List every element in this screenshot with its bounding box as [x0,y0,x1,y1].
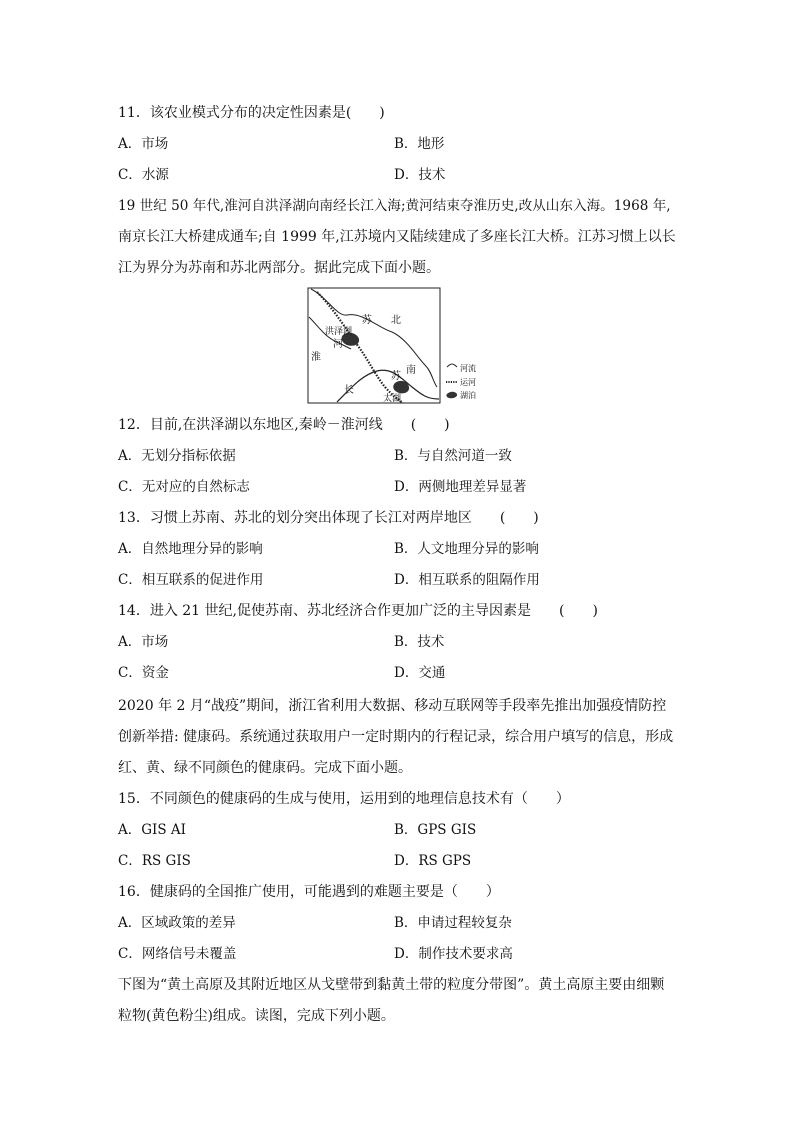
jiangsu-map-figure [307,287,487,405]
question-15-option-d: D．RS GPS [394,853,472,869]
map-label-hongze: 洪泽湖 [325,327,353,337]
legend-canal-label: 运河 [460,378,476,387]
passage-3-line-2: 粒物(黄色粉尘)组成。读图，完成下列小题。 [118,1008,395,1024]
map-label-su-north: 苏 [362,315,372,326]
question-11-option-c: C．水源 [118,167,169,183]
question-15-option-b: B．GPS GIS [394,822,477,838]
legend-lake-label: 湖泊 [460,391,476,400]
map-label-chang: 长 [344,385,354,396]
question-11-stem: 11．该农业模式分布的决定性因素是( ) [118,105,385,121]
question-16-option-c: C．网络信号未覆盖 [118,946,237,962]
question-16-option-b: B．申请过程较复杂 [394,915,512,931]
question-13-option-a: A．自然地理分异的影响 [118,541,263,557]
question-14-option-b: B．技术 [394,634,445,650]
question-11-option-b: B．地形 [394,136,445,152]
question-13-option-c: C．相互联系的促进作用 [118,572,264,588]
question-15-option-a: A．GIS AI [118,822,186,838]
question-15-option-c: C．RS GIS [118,853,191,869]
passage-2-line-3: 红、黄、绿不同颜色的健康码。完成下面小题。 [118,760,412,776]
map-label-su-south: 苏 [391,371,401,382]
map-frame [308,288,440,403]
question-12-option-a: A．无划分指标依据 [118,448,236,464]
question-12-option-b: B．与自然河道一致 [394,448,512,464]
question-16-stem: 16．健康码的全国推广使用，可能遇到的难题主要是（ ） [118,884,500,900]
passage-2-line-2: 创新举措: 健康码。系统通过获取用户一定时期内的行程记录，综合用户填写的信息，形成 [118,729,674,745]
question-14-option-c: C．资金 [118,665,169,681]
question-12-stem: 12．目前,在洪泽湖以东地区,秦岭－淮河线 ( ) [118,417,450,433]
question-11-option-d: D．技术 [394,167,446,183]
question-13-option-b: B．人文地理分异的影响 [394,541,539,557]
question-16-option-a: A．区域政策的差异 [118,915,236,931]
map-label-bei: 北 [391,315,401,326]
passage-1-line-3: 江为界分为苏南和苏北两部分。据此完成下面小题。 [118,260,440,276]
passage-1-line-2: 南京长江大桥建成通车;自 1999 年,江苏境内又陆续建成了多座长江大桥。江苏习惯上以长 [118,229,676,245]
question-13-stem: 13．习惯上苏南、苏北的划分突出体现了长江对两岸地区 ( ) [118,510,539,526]
question-12-option-c: C．无对应的自然标志 [118,479,250,495]
question-16-option-d: D．制作技术要求高 [394,946,513,962]
passage-1-line-1: 19 世纪 50 年代,淮河自洪泽湖向南经长江入海;黄河结束夺淮历史,改从山东入海。1968 年, [118,198,671,214]
legend-river-icon [447,364,457,367]
question-15-stem: 15．不同颜色的健康码的生成与使用，运用到的地理信息技术有（ ） [118,791,570,807]
passage-3-line-1: 下图为“黄土高原及其附近地区从戈壁带到黏黄土带的粒度分带图”。黄土高原主要由细颗 [118,977,665,993]
question-14-stem: 14．进入 21 世纪,促使苏南、苏北经济合作更加广泛的主导因素是 ( ) [118,603,598,619]
legend-lake-icon [446,392,457,399]
passage-2-line-1: 2020 年 2 月“战疫”期间，浙江省利用大数据、移动互联网等手段率先推出加强疫情防控 [118,698,667,714]
question-11-option-a: A．市场 [118,136,169,152]
map-label-taihu: 太湖 [383,394,402,404]
question-12-option-d: D．两侧地理差异显著 [394,479,527,495]
question-14-option-a: A．市场 [118,634,169,650]
map-label-huai: 淮 [311,352,321,363]
map-label-he: 河 [333,339,343,350]
map-label-nan: 南 [406,365,416,376]
legend-river-label: 河流 [460,364,476,373]
question-14-option-d: D．交通 [394,665,446,681]
question-13-option-d: D．相互联系的阻隔作用 [394,572,540,588]
